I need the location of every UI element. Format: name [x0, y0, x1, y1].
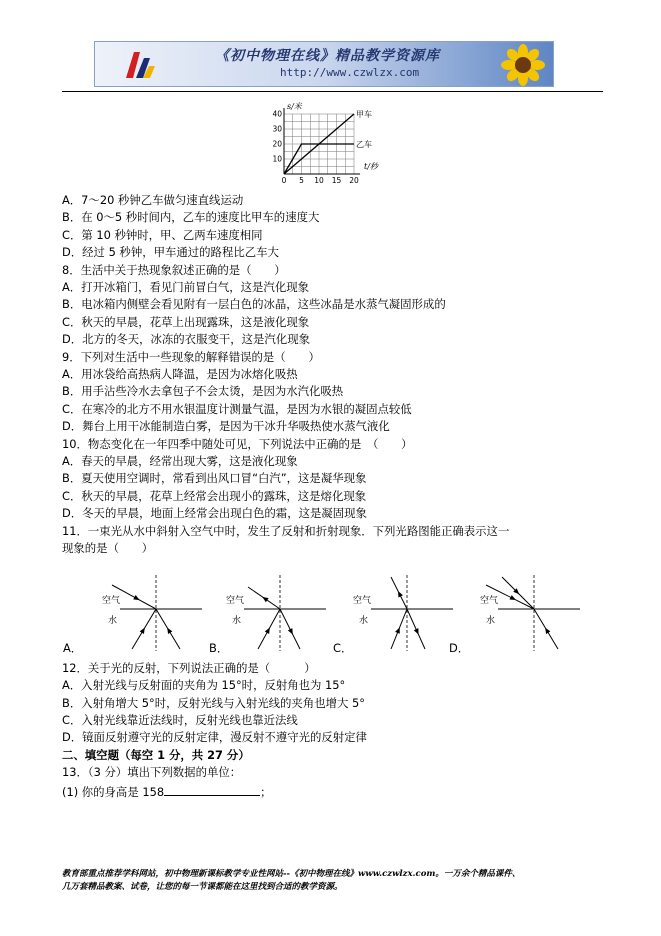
question-line: 10．物态变化在一年四季中随处可见，下列说法中正确的是 （ ） — [62, 436, 413, 451]
question2-line: 13．（3 分）填出下列数据的单位： — [62, 764, 242, 779]
x-tick-label: 15 — [331, 176, 342, 185]
water-label: 水 — [486, 616, 496, 626]
header-rule — [62, 91, 603, 92]
question2-line: C．入射光线靠近法线时，反射光线也靠近法线 — [62, 712, 298, 727]
q11-option-label: D． — [449, 641, 470, 655]
sunflower-icon — [501, 44, 545, 86]
question-line: A．7～20 秒钟乙车做匀速直线运动 — [62, 193, 244, 207]
y-tick-label: 30 — [272, 124, 282, 134]
question-line: C．在寒冷的北方不用水银温度计测量气温，是因为水银的凝固点较低 — [62, 401, 412, 416]
header-banner — [94, 41, 554, 87]
ray-arrow — [262, 597, 268, 602]
x-tick-label: 10 — [314, 176, 324, 185]
water-label: 水 — [232, 616, 242, 626]
ray-arrow — [140, 628, 145, 634]
ray-arrow — [395, 627, 400, 633]
question-line: D．舞台上用干冰能制造白雾，是因为干冰升华吸热使水蒸气液化 — [62, 419, 390, 434]
x-axis-label: t/秒 — [364, 162, 378, 171]
air-label: 空气 — [226, 596, 245, 606]
question2-line: B．入射角增大 5°时，反射光线与入射光线的夹角也增大 5° — [62, 695, 365, 710]
q11-figure-c — [335, 573, 453, 653]
question2-line: A．入射光线与反射面的夹角为 15°时，反射角也为 15° — [62, 678, 346, 693]
question-line: D．经过 5 秒钟，甲车通过的路程比乙车大 — [62, 245, 279, 260]
question-line: B．在 0～5 秒时间内，乙车的速度比甲车的速度大 — [62, 210, 320, 225]
q13-item-1-text: (1) 你的身高是 158 — [62, 785, 165, 799]
y-tick-label: 40 — [272, 109, 282, 119]
question-line: A．打开冰箱门，看见门前冒白气，这是汽化现象 — [62, 280, 309, 294]
water-label: 水 — [108, 616, 118, 626]
x-tick-label: 0 — [281, 176, 287, 185]
question-line: 8．生活中关于热现象叙述正确的是（ ） — [62, 262, 286, 277]
footer-line-1: 教育部重点推荐学科网站，初中物理新课标教学专业性网站--《初中物理在线》www.czwlzx.com。一万余个精品课件、 — [62, 869, 521, 879]
light-ray — [280, 609, 300, 649]
ray-arrow — [167, 628, 172, 634]
question-line: D．北方的冬天，冰冻的衣服变干，这是汽化现象 — [62, 332, 310, 347]
question-line: 11．一束光从水中斜射入空气中时，发生了反射和折射现象．下列光路图能正确表示这一 — [62, 523, 510, 538]
question2-line: D．镜面反射遵守光的反射定律，漫反射不遵守光的反射定律 — [62, 730, 367, 745]
q11-figure-a — [84, 573, 202, 653]
question-line: A．春天的早晨，经常出现大雾，这是液化现象 — [62, 454, 298, 468]
y-axis-label: s/米 — [287, 102, 302, 111]
question2-line: 12．关于光的反射，下列说法正确的是（ ） — [62, 661, 316, 675]
question-line: B．用手沾些冷水去拿包子不会太烫，是因为水汽化吸热 — [62, 384, 344, 399]
question-line: D．冬天的早晨，地面上经常会出现白色的霜，这是凝固现象 — [62, 506, 367, 521]
q13-item-1-end: ； — [260, 785, 272, 799]
q11-option-label: C． — [333, 641, 353, 655]
banner-title: 《初中物理在线》精品教学资源库 — [215, 48, 440, 64]
series-label-2: 乙车 — [356, 140, 372, 149]
question2-line: 二、填空题（每空 1 分，共 27 分） — [62, 747, 250, 762]
q11-option-label: B． — [209, 641, 229, 655]
q11-figure-d — [462, 573, 580, 653]
air-label: 空气 — [480, 596, 499, 606]
question-line: B．夏天使用空调时，常看到出风口冒“白汽”，这是凝华现象 — [62, 471, 367, 486]
question-line: C．第 10 秒钟时，甲、乙两车速度相同 — [62, 227, 263, 242]
x-tick-label: 5 — [299, 176, 304, 185]
ray-arrow — [545, 628, 550, 634]
water-label: 水 — [359, 616, 369, 626]
banner-url: http://www.czwlzx.com — [280, 66, 420, 79]
y-tick-label: 20 — [272, 139, 282, 149]
question-line: C．秋天的早晨，花草上经常会出现小的露珠，这是熔化现象 — [62, 488, 367, 503]
air-label: 空气 — [102, 596, 121, 606]
light-ray — [407, 609, 425, 649]
y-tick-label: 10 — [272, 154, 282, 164]
question-line: 9．下列对生活中一些现象的解释错误的是（ ） — [62, 349, 320, 364]
q11-option-label: A． — [63, 641, 83, 655]
distance-time-chart — [266, 100, 396, 192]
x-tick-label: 20 — [349, 176, 359, 185]
question-line: A．用冰袋给高热病人降温，是因为冰熔化吸热 — [62, 367, 298, 381]
question-line: B．电冰箱内侧壁会看见附有一层白色的冰晶，这些冰晶是水蒸气凝固形成的 — [62, 297, 446, 312]
question-line: C．秋天的早晨，花草上出现露珠，这是液化现象 — [62, 314, 310, 329]
question-line: 现象的是（ ） — [62, 541, 154, 555]
footer-line-2: 几万套精品教案、试卷，让您的每一节课都能在这里找到合适的教学资源。 — [62, 882, 343, 892]
air-label: 空气 — [353, 596, 372, 606]
answer-blank[interactable] — [164, 785, 260, 796]
site-logo-icon — [123, 48, 157, 82]
series-label-1: 甲车 — [356, 110, 372, 119]
q13-item-1 — [62, 785, 271, 799]
